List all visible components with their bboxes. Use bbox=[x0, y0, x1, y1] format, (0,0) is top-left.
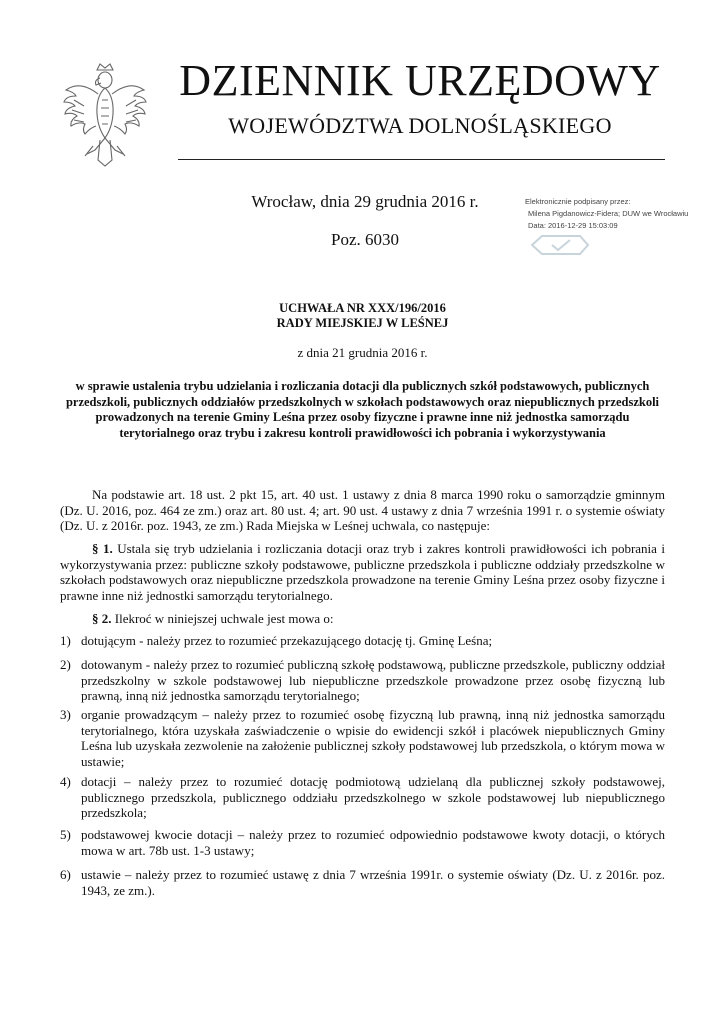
list-item: 1) dotującym - należy przez to rozumieć przekazującego dotację tj. Gminę Leśna; bbox=[60, 633, 493, 648]
journal-subtitle: WOJEWÓDZTWA DOLNOŚLĄSKIEGO bbox=[228, 113, 612, 138]
publication-place-date: Wrocław, dnia 29 grudnia 2016 r. bbox=[251, 192, 479, 211]
position-number: Poz. 6030 bbox=[331, 230, 399, 249]
list-item: 5) podstawowej kwocie dotacji – należy przez to rozumieć odpowiednio podstawowe kwoty dotacji, o których mowa w art. 78b ust. 1-3 ustawy; bbox=[60, 827, 665, 858]
signature-signer: Milena Pigdanowicz-Fidera; DUW we Wrocławiu bbox=[528, 209, 689, 218]
section-2 bbox=[60, 611, 665, 627]
section-1 bbox=[60, 541, 665, 603]
polish-eagle-icon bbox=[60, 60, 150, 170]
signature-line: Elektronicznie podpisany przez: bbox=[525, 197, 631, 206]
signature-check-icon bbox=[528, 232, 592, 258]
resolution-title bbox=[60, 301, 665, 331]
resolution-number: UCHWAŁA NR XXX/196/2016 bbox=[279, 301, 446, 315]
journal-title: DZIENNIK URZĘDOWY bbox=[179, 56, 661, 105]
signature-date: Data: 2016-12-29 15:03:09 bbox=[528, 221, 618, 230]
section-1-label: § 1. bbox=[92, 541, 113, 556]
preamble: Na podstawie art. 18 ust. 2 pkt 15, art. 40 ust. 1 ustawy z dnia 8 marca 1990 roku o samorządzie gminnym (Dz. U. 2016, poz. 464 ze zm.) oraz art. 80 ust. 4; art. 90 ust. 4 ustawy z dnia 7 września 1991 r. o systemie oświaty (Dz. U. z 2016r. poz. 1943, ze zm.) Rada Miejska w Leśnej uchwala, co następuje: bbox=[60, 487, 665, 534]
electronic-signature bbox=[525, 196, 715, 232]
resolution-council: RADY MIEJSKIEJ W LEŚNEJ bbox=[276, 316, 449, 330]
section-1-text: Ustala się tryb udzielania i rozliczania dotacji oraz tryb i zakres kontroli prawidłowości ich pobrania i wykorzystywania przez: publiczne szkoły podstawowe, publiczne przedszkola i publiczne oddziały przedszkolne w szkołach podstawowych oraz niepubliczne przedszkola prowadzone na terenie Gminy Leśna przez osoby fizyczne i prawne inne niż jednostki samorządu terytorialnego. bbox=[60, 541, 666, 603]
resolution-subject: w sprawie ustalenia trybu udzielania i rozliczania dotacji dla publicznych szkół podstawowych, publicznych przedszkoli, publicznych oddziałów przedszkolnych w szkołach podstawowych oraz niepublicznych przedszkoli prowadzonych na terenie Gminy Leśna przez osoby fizyczne i prawne inne niż jednostka samorządu terytorialnego oraz trybu i zakresu kontroli prawidłowości ich pobrania i wykorzystywania bbox=[65, 379, 660, 440]
section-2-text: Ilekroć w niniejszej uchwale jest mowa o: bbox=[114, 611, 334, 626]
list-item: 4) dotacji – należy przez to rozumieć dotację podmiotową udzielaną dla publicznej szkoły podstawowej, publicznego przedszkola, publicznego oddziału przedszkolnego w szkole podstawowej lub niepublicznego przedszkola; bbox=[60, 774, 665, 821]
section-2-label: § 2. bbox=[92, 611, 112, 626]
list-item: 3) organie prowadzącym – należy przez to rozumieć osobę fizyczną lub prawną, inną niż jednostka samorządu terytorialnego, która uzyskała zaświadczenie o wpisie do ewidencji szkół i placówek niepublicznych Gminy Leśna lub uzyskała zezwolenie na założenie publicznej szkoły podstawowej lub przedszkola, o którym mowa w ustawie; bbox=[60, 707, 665, 769]
list-item: 2) dotowanym - należy przez to rozumieć publiczną szkołę podstawową, publiczne przedszkole, publiczny oddział przedszkolny w szkole podstawowej lub niepubliczne przedszkole prowadzone przez osobę fizyczną lub prawną, inną niż jednostka samorządu terytorialnego; bbox=[60, 657, 665, 704]
resolution-date: z dnia 21 grudnia 2016 r. bbox=[297, 345, 428, 360]
header-divider bbox=[178, 159, 665, 160]
list-item: 6) ustawie – należy przez to rozumieć ustawę z dnia 7 września 1991r. o systemie oświaty (Dz. U. z 2016r. poz. 1943, ze zm.). bbox=[60, 867, 665, 898]
